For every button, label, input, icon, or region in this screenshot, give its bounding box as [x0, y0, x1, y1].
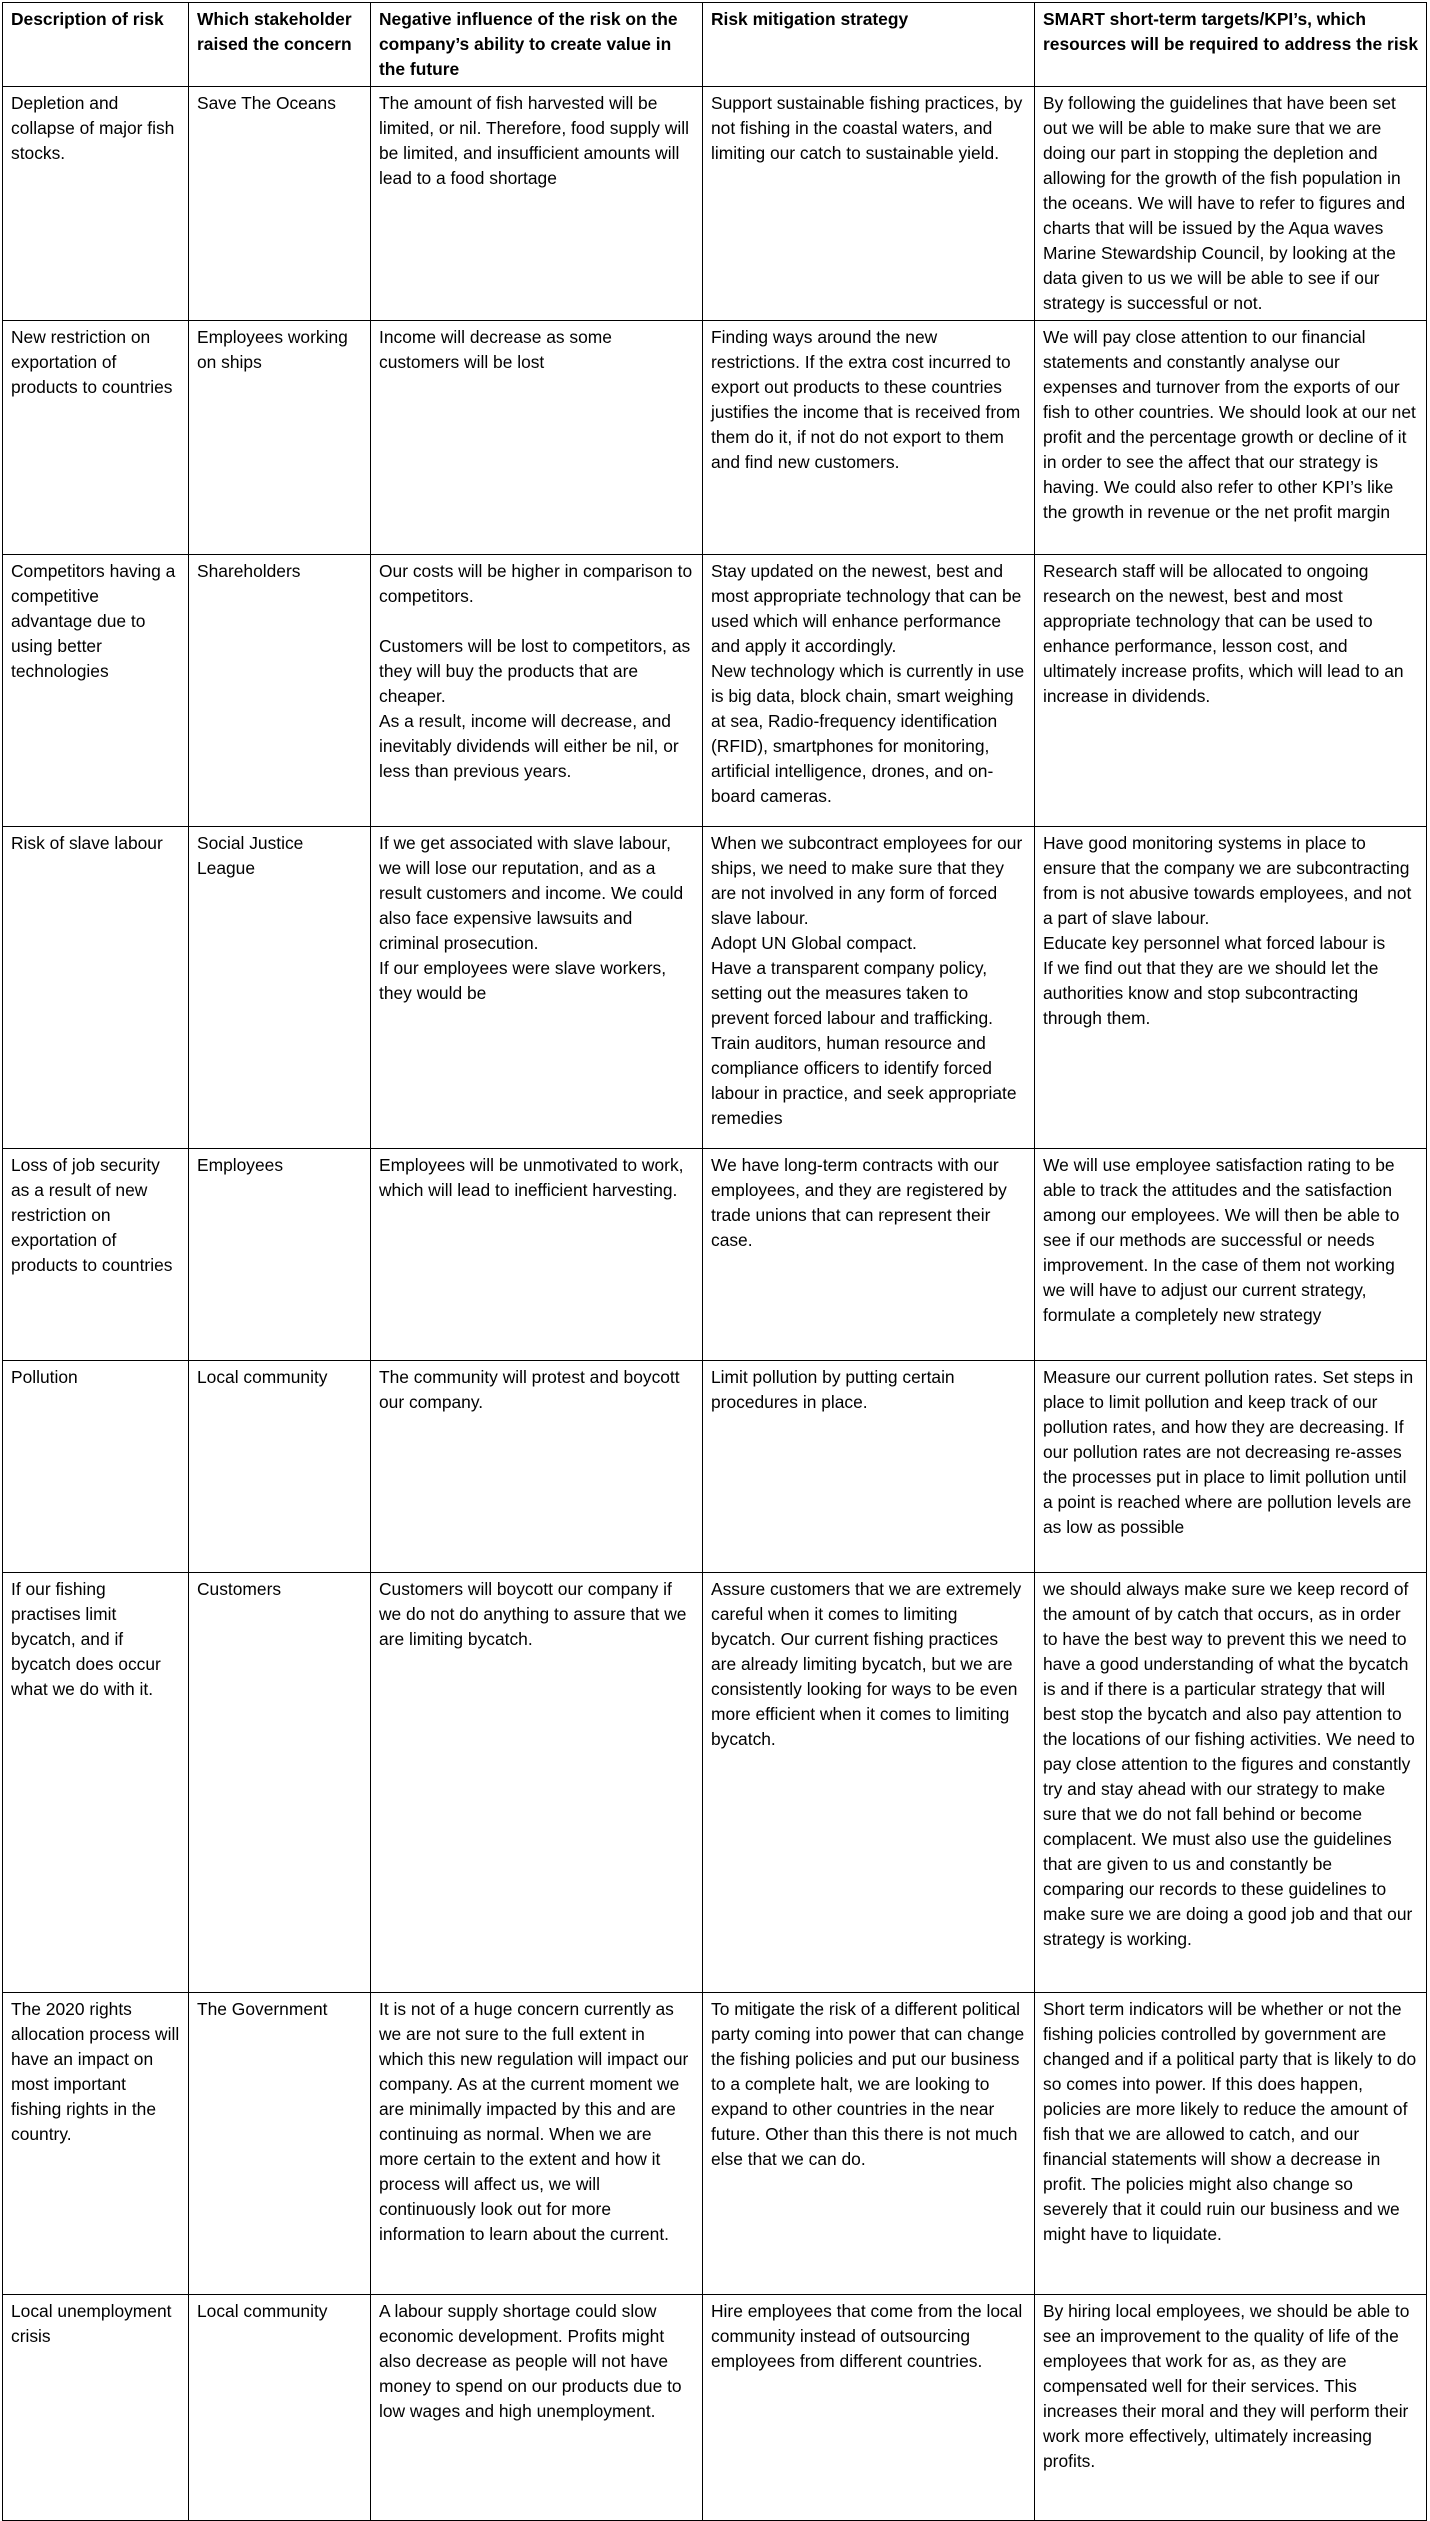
- table-row: [3, 1149, 1427, 1361]
- cell-mitigation-strategy: [703, 2295, 1035, 2521]
- cell-paragraph: New technology which is currently in use is big data, block chain, smart weighing at sea, Radio-frequency identification (RFID), smartphones for monitoring, artificial intelligence, drones, and on-board cameras.: [711, 661, 1025, 806]
- cell-paragraph: Support sustainable fishing practices, by not fishing in the coastal waters, and limiting our catch to sustainable yield.: [711, 93, 1023, 163]
- cell-paragraph: To mitigate the risk of a different political party coming into power that can change the fishing policies and put our business to a complete halt, we are looking to expand to other countries in the near future. Other than this there is not much else that we can do.: [711, 1999, 1025, 2169]
- cell-paragraph: Have good monitoring systems in place to ensure that the company we are subcontracting from is not abusive towards employees, and not a part of slave labour.: [1043, 833, 1412, 928]
- cell-paragraph: We will use employee satisfaction rating to be able to track the attitudes and the satisfaction among our employees. We will then be able to see if our methods are successful or needs improvement. In the case of them not working we will have to adjust our current strategy, formulate a completely new strategy: [1043, 1155, 1400, 1325]
- cell-paragraph: Employees will be unmotivated to work, which will lead to inefficient harvesting.: [379, 1155, 684, 1200]
- header-negative-influence: Negative influence of the risk on the company’s ability to create value in the future: [371, 3, 703, 87]
- cell-paragraph: We have long-term contracts with our employees, and they are registered by trade unions that can represent their case.: [711, 1155, 1007, 1250]
- cell-description-of-risk: Local unemployment crisis: [3, 2295, 189, 2521]
- cell-description-of-risk: Competitors having a competitive advantage due to using better technologies: [3, 555, 189, 827]
- cell-stakeholder: Employees working on ships: [189, 321, 371, 555]
- header-stakeholder: Which stakeholder raised the concern: [189, 3, 371, 87]
- cell-negative-influence: [371, 1149, 703, 1361]
- cell-mitigation-strategy: [703, 1361, 1035, 1573]
- cell-stakeholder: Save The Oceans: [189, 87, 371, 321]
- cell-paragraph: A labour supply shortage could slow economic development. Profits might also decrease as people will not have money to spend on our products due to low wages and high unemployment.: [379, 2301, 682, 2421]
- cell-stakeholder: Customers: [189, 1573, 371, 1993]
- cell-negative-influence: [371, 1361, 703, 1573]
- cell-smart-targets: [1035, 321, 1427, 555]
- table-row: [3, 827, 1427, 1149]
- table-row: [3, 2295, 1427, 2521]
- cell-paragraph: Finding ways around the new restrictions. If the extra cost incurred to export out products to these countries justifies the income that is received from them do it, if not do not export to them and find new customers.: [711, 327, 1021, 472]
- cell-paragraph: Limit pollution by putting certain procedures in place.: [711, 1367, 955, 1412]
- cell-mitigation-strategy: [703, 1149, 1035, 1361]
- cell-description-of-risk: The 2020 rights allocation process will have an impact on most important fishing rights in the country.: [3, 1993, 189, 2295]
- cell-description-of-risk: Risk of slave labour: [3, 827, 189, 1149]
- cell-mitigation-strategy: [703, 87, 1035, 321]
- header-smart-targets: SMART short-term targets/KPI’s, which resources will be required to address the risk: [1035, 3, 1427, 87]
- cell-paragraph: By following the guidelines that have been set out we will be able to make sure that we are doing our part in stopping the depletion and allowing for the growth of the fish population in the oceans. We will have to refer to figures and charts that will be issued by the Aqua waves Marine Stewardship Council, by looking at the data given to us we will be able to see if our strategy is successful or not.: [1043, 93, 1406, 313]
- cell-stakeholder: Local community: [189, 2295, 371, 2521]
- cell-paragraph: Our costs will be higher in comparison to competitors.: [379, 561, 693, 606]
- document-page: [2, 2, 1426, 2521]
- cell-negative-influence: [371, 1573, 703, 1993]
- cell-paragraph: Assure customers that we are extremely careful when it comes to limiting bycatch. Our current fishing practices are already limiting bycatch, but we are consistently looking for ways to be even more efficient when it comes to limiting bycatch.: [711, 1579, 1022, 1749]
- cell-description-of-risk: Depletion and collapse of major fish stocks.: [3, 87, 189, 321]
- cell-mitigation-strategy: [703, 321, 1035, 555]
- cell-smart-targets: [1035, 87, 1427, 321]
- cell-stakeholder: Local community: [189, 1361, 371, 1573]
- cell-paragraph: Adopt UN Global compact.: [711, 933, 917, 953]
- cell-smart-targets: [1035, 827, 1427, 1149]
- cell-paragraph: Hire employees that come from the local community instead of outsourcing employees from different countries.: [711, 2301, 1023, 2371]
- cell-negative-influence: [371, 87, 703, 321]
- table-row: [3, 321, 1427, 555]
- cell-negative-influence: [371, 555, 703, 827]
- cell-paragraph: Train auditors, human resource and compliance officers to identify forced labour in practice, and seek appropriate remedies: [711, 1033, 1017, 1128]
- cell-smart-targets: [1035, 1361, 1427, 1573]
- table-row: [3, 87, 1427, 321]
- cell-negative-influence: [371, 321, 703, 555]
- table-row: [3, 555, 1427, 827]
- cell-paragraph: We will pay close attention to our financial statements and constantly analyse our expenses and turnover from the exports of our fish to other countries. We should look at our net profit and the percentage growth or decline of it in order to see the affect that our strategy is having. We could also refer to other KPI’s like the growth in revenue or the net profit margin: [1043, 327, 1416, 522]
- cell-stakeholder: Social Justice League: [189, 827, 371, 1149]
- cell-stakeholder: Shareholders: [189, 555, 371, 827]
- cell-negative-influence: [371, 827, 703, 1149]
- cell-negative-influence: [371, 1993, 703, 2295]
- cell-smart-targets: [1035, 555, 1427, 827]
- cell-smart-targets: [1035, 2295, 1427, 2521]
- cell-paragraph: Research staff will be allocated to ongoing research on the newest, best and most appropriate technology that can be used to enhance performance, lesson cost, and ultimately increase profits, which will lead to an increase in dividends.: [1043, 561, 1404, 706]
- cell-negative-influence: [371, 2295, 703, 2521]
- cell-paragraph: Stay updated on the newest, best and most appropriate technology that can be used which will enhance performance and apply it accordingly.: [711, 561, 1022, 656]
- cell-description-of-risk: Pollution: [3, 1361, 189, 1573]
- cell-paragraph: The community will protest and boycott our company.: [379, 1367, 680, 1412]
- cell-smart-targets: [1035, 1573, 1427, 1993]
- cell-mitigation-strategy: [703, 1993, 1035, 2295]
- header-mitigation-strategy: Risk mitigation strategy: [703, 3, 1035, 87]
- cell-paragraph: Educate key personnel what forced labour is: [1043, 933, 1386, 953]
- cell-paragraph: As a result, income will decrease, and inevitably dividends will either be nil, or less than previous years.: [379, 711, 679, 781]
- cell-mitigation-strategy: [703, 827, 1035, 1149]
- table-row: [3, 1573, 1427, 1993]
- cell-smart-targets: [1035, 1993, 1427, 2295]
- cell-stakeholder: The Government: [189, 1993, 371, 2295]
- cell-paragraph: The amount of fish harvested will be limited, or nil. Therefore, food supply will be limited, and insufficient amounts will lead to a food shortage: [379, 93, 689, 188]
- cell-paragraph: If we find out that they are we should let the authorities know and stop subcontracting through them.: [1043, 958, 1379, 1028]
- table-row: [3, 1993, 1427, 2295]
- cell-paragraph: Customers will be lost to competitors, as they will buy the products that are cheaper.: [379, 636, 691, 706]
- cell-paragraph: When we subcontract employees for our ships, we need to make sure that they are not involved in any form of forced slave labour.: [711, 833, 1023, 928]
- cell-paragraph: Customers will boycott our company if we do not do anything to assure that we are limiting bycatch.: [379, 1579, 687, 1649]
- cell-paragraph: If we get associated with slave labour, we will lose our reputation, and as a result customers and income. We could also face expensive lawsuits and criminal prosecution.: [379, 833, 684, 953]
- cell-paragraph: If our employees were slave workers, they would be: [379, 958, 667, 1003]
- cell-paragraph: It is not of a huge concern currently as we are not sure to the full extent in which this new regulation will impact our company. As at the current moment we are minimally impacted by this and are continuing as normal. When we are more certain to the extent and how it process will affect us, we will continuously look out for more information to learn about the current.: [379, 1999, 689, 2244]
- cell-paragraph: Measure our current pollution rates. Set steps in place to limit pollution and keep track of our pollution rates, and how they are decreasing. If our pollution rates are not decreasing re-asses the processes put in place to limit pollution until a point is reached where are pollution levels are as low as possible: [1043, 1367, 1414, 1537]
- table-row: [3, 1361, 1427, 1573]
- cell-mitigation-strategy: [703, 555, 1035, 827]
- table-body: [3, 87, 1427, 2521]
- cell-description-of-risk: New restriction on exportation of products to countries: [3, 321, 189, 555]
- cell-description-of-risk: If our fishing practises limit bycatch, and if bycatch does occur what we do with it.: [3, 1573, 189, 1993]
- cell-description-of-risk: Loss of job security as a result of new restriction on exportation of products to countries: [3, 1149, 189, 1361]
- cell-paragraph: Short term indicators will be whether or not the fishing policies controlled by government are changed and if a political party that is likely to do so comes into power. If this does happen, policies are more likely to reduce the amount of fish that we are allowed to catch, and our financial statements will show a decrease in profit. The policies might also change so severely that it could ruin our business and we might have to liquidate.: [1043, 1999, 1417, 2244]
- header-description-of-risk: Description of risk: [3, 3, 189, 87]
- cell-paragraph: By hiring local employees, we should be able to see an improvement to the quality of life of the employees that work for as, as they are compensated well for their services. This increases their moral and they will perform their work more effectively, ultimately increasing profits.: [1043, 2301, 1410, 2471]
- cell-mitigation-strategy: [703, 1573, 1035, 1993]
- cell-paragraph: Have a transparent company policy, setting out the measures taken to prevent forced labour and trafficking.: [711, 958, 993, 1028]
- cell-paragraph: Income will decrease as some customers will be lost: [379, 327, 612, 372]
- cell-smart-targets: [1035, 1149, 1427, 1361]
- header-row: [3, 3, 1427, 87]
- cell-paragraph: we should always make sure we keep record of the amount of by catch that occurs, as in order to have the best way to prevent this we need to have a good understanding of what the bycatch is and if there is a particular strategy that will best stop the bycatch and also pay attention to the locations of our fishing activities. We need to pay close attention to the figures and constantly try and stay ahead with our strategy to make sure that we do not fall behind or become complacent. We must also use the guidelines that are given to us and constantly be comparing our records to these guidelines to make sure we are doing a good job and that our strategy is working.: [1043, 1579, 1415, 1949]
- risk-table: [2, 2, 1427, 2521]
- cell-stakeholder: Employees: [189, 1149, 371, 1361]
